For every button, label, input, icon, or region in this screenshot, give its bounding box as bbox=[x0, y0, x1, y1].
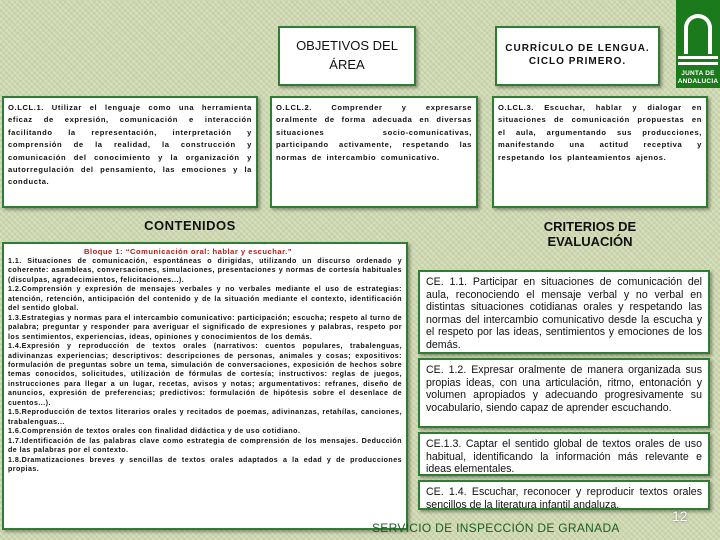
criterio-ce-1-4: CE. 1.4. Escuchar, reconocer y reproducir textos orales sencillos de la literatura infantil andaluza. bbox=[418, 480, 710, 510]
criterios-title bbox=[500, 219, 680, 249]
criterio-ce-1-3: CE.1.3. Captar el sentido global de textos orales de uso habitual, identificando la información más relevante e ideas elementales. bbox=[418, 432, 710, 476]
contenido-item: 1.2.Comprensión y expresión de mensajes verbales y no verbales mediante el uso de estrategias: atención, retención, anticipación del contenido y de la situación mediante el contexto, identificación del sentido global. bbox=[8, 285, 402, 313]
bloque-title: Bloque 1: “Comunicación oral: hablar y escuchar.” bbox=[84, 247, 293, 256]
contenido-item: 1.6.Comprensión de textos orales con finalidad didáctica y de uso cotidiano. bbox=[8, 427, 301, 436]
objetivos-area-line-2: ÁREA bbox=[329, 57, 365, 72]
junta-andalucia-logo bbox=[676, 0, 720, 88]
objetivo-lcl-2: O.LCL.2. Comprender y expresarse oralmente de forma adecuada en diversas situaciones socio-comunicativas, participando activamente, respetando las normas de intercambio comunicativo. bbox=[270, 96, 478, 208]
footer-servicio-inspeccion: SERVICIO DE INSPECCIÓN DE GRANADA bbox=[372, 521, 620, 535]
contenidos-box bbox=[2, 242, 408, 530]
curriculo-header bbox=[495, 26, 660, 86]
contenido-item: 1.1. Situaciones de comunicación, espontáneas o dirigidas, utilizando un discurso ordenado y coherente: asambleas, conversaciones, simulaciones, presentaciones y normas de cortesía habituales (disculpas, agradecimientos, felicitaciones...). bbox=[8, 257, 402, 284]
contenido-item: 1.4.Expresión y reproducción de textos orales (narrativos: cuentos populares, trabalenguas, adivinanzas experiencias; descriptivos: descripciones de personas, animales y cosas; expositivos: formulación de preguntas sobre un tema, simulación de conversaciones, exposición de hechos sobre temas conocidos, solicitudes, utilización de fórmulas de cortesía; instructivos: reglas de juegos, instrucciones para llegar a un lugar, recetas, avisos y notas; argumentativos: refranes, diseño de anuncios, expresión de preferencias; predictivos: formulación de hipótesis sobre el desenlace de cuentos...). bbox=[8, 342, 402, 407]
criterio-ce-1-1: CE. 1.1. Participar en situaciones de comunicación del aula, reconociendo el mensaje verbal y no verbal en distintas situaciones cotidianas orales y respetando las normas del intercambio comunicativo desde la escucha y el respeto por las ideas, sentimientos y emociones de los demás. bbox=[418, 270, 710, 354]
contenido-item: 1.7.Identificación de las palabras clave como estrategia de comprensión de los mensajes. Deducción de las palabras por el contexto. bbox=[8, 436, 402, 455]
objetivos-area-header bbox=[278, 26, 416, 86]
curriculo-line-2: CICLO PRIMERO. bbox=[528, 56, 627, 67]
page-number: 12 bbox=[672, 508, 688, 524]
curriculo-line-1: CURRÍCULO DE LENGUA. bbox=[505, 43, 650, 54]
logo-stripe bbox=[678, 62, 718, 65]
objetivo-lcl-3: O.LCL.3. Escuchar, hablar y dialogar en situaciones de comunicación propuestas en el aula, argumentando sus producciones, manifestando una actitud receptiva y respetando los planteamientos ajenos. bbox=[492, 96, 708, 208]
logo-text: JUNTA DE ANDALUCIA bbox=[677, 70, 719, 85]
logo-stripe bbox=[678, 56, 718, 59]
objetivos-area-line-1: OBJETIVOS DEL bbox=[296, 38, 398, 53]
criterio-ce-1-2: CE. 1.2. Expresar oralmente de manera organizada sus propias ideas, con una articulación, ritmo, entonación y volumen apropiados y adecuando progresivamente su vocabulario, siendo capaz de aprender escuchando. bbox=[418, 358, 710, 428]
criterios-title-line-1: CRITERIOS DE bbox=[543, 219, 637, 234]
contenido-item: 1.8.Dramatizaciones breves y sencillas de textos orales adaptados a la edad y de producciones propias. bbox=[8, 455, 402, 473]
contenido-item: 1.3.Estrategias y normas para el intercambio comunicativo: participación; escucha; respeto al turno de palabra; preguntar y responder para averiguar el significado de expresiones y palabras, respeto por los sentimientos, experiencias, ideas, opiniones y conocimientos de los demás. bbox=[8, 313, 402, 341]
contenido-item: 1.5.Reproducción de textos literarios orales y recitados de poemas, adivinanzas, retahílas, canciones, trabalenguas... bbox=[8, 408, 402, 426]
objetivo-lcl-1: O.LCL.1. Utilizar el lenguaje como una herramienta eficaz de expresión, comunicación e interacción facilitando la representación, interpretación y comprensión de la realidad, la construcción y comunicación del conocimiento y la organización y autorregulación del pensamiento, las emociones y la conducta. bbox=[2, 96, 258, 208]
criterios-title-line-2: EVALUACIÓN bbox=[547, 234, 633, 249]
contenidos-title: CONTENIDOS bbox=[144, 218, 236, 233]
logo-arch-shape bbox=[684, 14, 712, 54]
